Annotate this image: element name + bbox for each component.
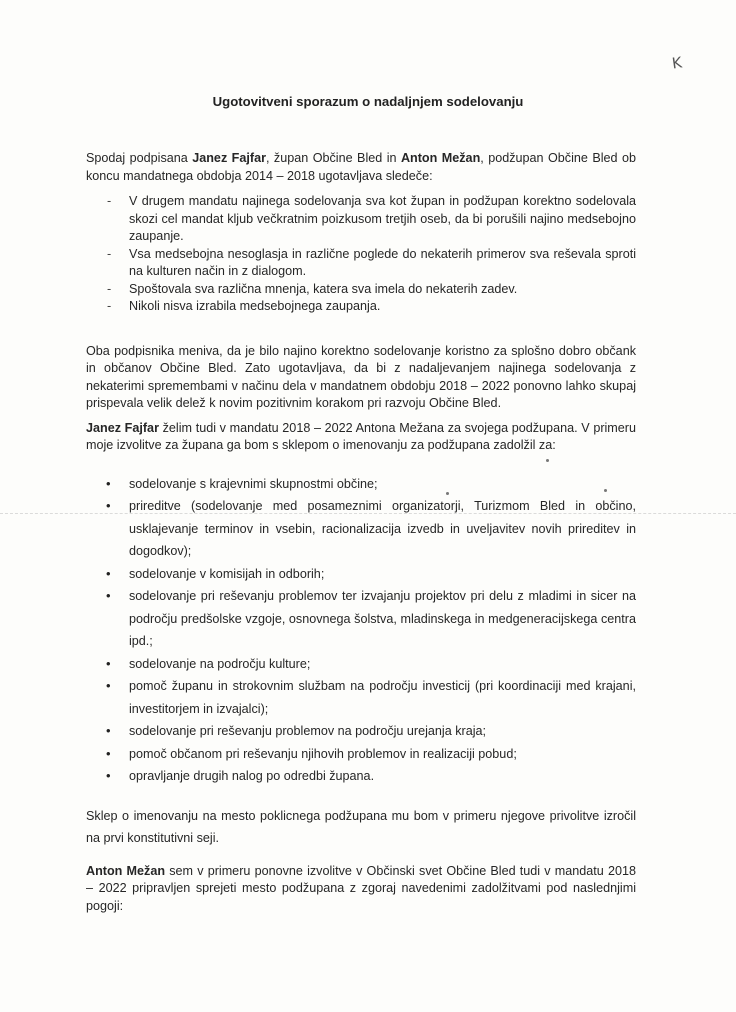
duty-item: • pomoč občanom pri reševanju njihovih problemov in realizaciji pobud;: [86, 743, 636, 766]
signatory-name-mezan: Anton Mežan: [400, 151, 481, 165]
intro-middle: , župan Občine Bled in: [265, 151, 401, 165]
paragraph-fajfar: [86, 420, 636, 455]
finding-item: - Spoštovala sva različna mnenja, katera sva imela do nekaterih zadev.: [86, 281, 636, 299]
signatory-name-fajfar: Janez Fajfar: [192, 151, 266, 165]
paragraph-both-signatories: Oba podpisnika meniva, da je bilo najino korektno sodelovanje koristno za splošno dobro občank in občanov Občine Bled. Zato ugotavljava, da bi z nadaljevanjem najinega sodelovanja z nekaterimi spremembami v načinu dela v mandatnem obdobju 2018 – 2022 ponovno lahko skupaj prispevala velik delež k novim pozitivnim korakom pri razvoju Občine Bled.: [86, 343, 636, 410]
paragraph-mezan: [86, 863, 636, 916]
intro-prefix: Spodaj podpisana: [86, 151, 193, 165]
findings-list: [86, 193, 636, 316]
duty-item: • sodelovanje s krajevnimi skupnostmi občine;: [86, 473, 636, 496]
document-body: [86, 150, 636, 915]
intro-suffix: , podžupan Občine Bled ob koncu mandatnega obdobja 2014 – 2018 ugotavljava sledeče:: [86, 151, 637, 183]
duties-list: [86, 473, 636, 788]
duty-item: • sodelovanje v komisijah in odborih;: [86, 563, 636, 586]
paragraph-fajfar-text: želim tudi v mandatu 2018 – 2022 Antona Mežana za svojega podžupana. V primeru moje izvolitve za župana ga bom s sklepom o imenovanju za podžupana zadolžil za:: [86, 420, 637, 452]
handwritten-mark: K: [670, 53, 684, 73]
duty-item: • sodelovanje na področju kulture;: [86, 653, 636, 676]
finding-item: - V drugem mandatu najinega sodelovanja sva kot župan in podžupan korektno sodelovala skozi cel mandat kljub večkratnim poizkusom tretjih oseb, da bi porušili najino medsebojno zaupanje.: [86, 193, 636, 246]
duty-item: • opravljanje drugih nalog po odredbi župana.: [86, 765, 636, 788]
duty-item: • pomoč županu in strokovnim službam na področju investicij (pri koordinaciji med krajani, investitorjem in izvajalci);: [86, 675, 636, 720]
paragraph-mezan-text: sem v primeru ponovne izvolitve v Občinski svet Občine Bled tudi v mandatu 2018 – 2022 pripravljen sprejeti mesto podžupana z zgoraj navedenimi zadolžitvami pod naslednjimi pogoji:: [86, 863, 636, 913]
finding-item: - Nikoli nisva izrabila medsebojnega zaupanja.: [86, 298, 636, 316]
duty-item: • sodelovanje pri reševanju problemov na področju urejanja kraja;: [86, 720, 636, 743]
name-fajfar: Janez Fajfar: [86, 420, 159, 435]
duty-item: • sodelovanje pri reševanju problemov ter izvajanju projektov pri delu z mladimi in sicer na področju predšolske vzgoje, osnovnega šolstva, mladinskega in medgeneracijskega centra ipd.;: [86, 585, 636, 653]
name-mezan: Anton Mežan: [86, 863, 166, 878]
paragraph-sklep: Sklep o imenovanju na mesto poklicnega podžupana mu bom v primeru njegove privolitve izročil na prvi konstitutivni seji.: [86, 808, 636, 845]
finding-item: - Vsa medsebojna nesoglasja in različne poglede do nekaterih primerov sva reševala sproti na kulturen način in z dialogom.: [86, 246, 636, 281]
intro-paragraph: [86, 150, 636, 185]
document-title: Ugotovitveni sporazum o nadaljnjem sodelovanju: [212, 94, 524, 109]
duty-item: • prireditve (sodelovanje med posameznimi organizatorji, Turizmom Bled in občino, usklajevanje terminov in vsebin, racionalizacija izvedb in uveljavitev novih prireditev in dogodkov);: [86, 495, 636, 563]
